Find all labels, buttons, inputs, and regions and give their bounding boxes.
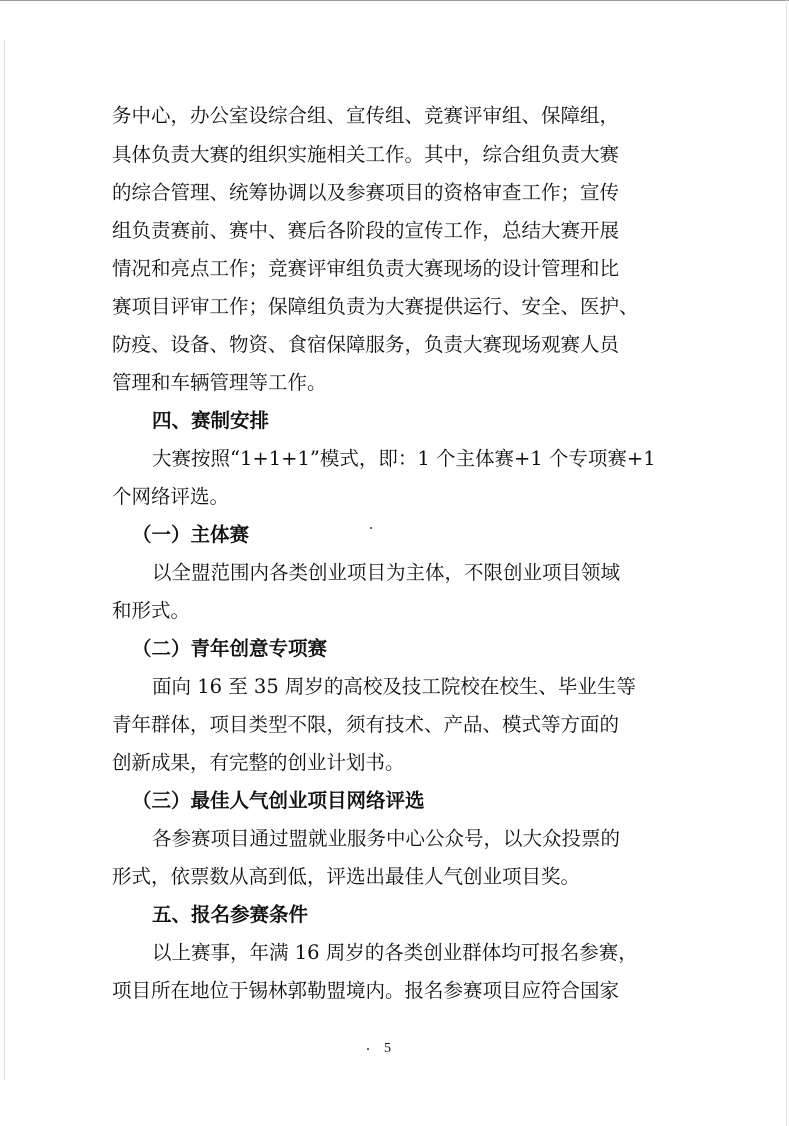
body-line: 大赛按照“1+1+1”模式，即：1 个主体赛+1 个专项赛+1 bbox=[152, 447, 656, 470]
body-line: 各参赛项目通过盟就业服务中心公众号，以大众投票的 bbox=[152, 827, 621, 850]
body-line: 以上赛事，年满 16 周岁的各类创业群体均可报名参赛， bbox=[152, 941, 638, 964]
subsection-heading-3: （三）最佳人气创业项目网络评选 bbox=[132, 789, 425, 812]
body-line: 面向 16 至 35 周岁的高校及技工院校在校生、毕业生等 bbox=[152, 675, 636, 698]
body-line: 青年群体，项目类型不限，须有技术、产品、模式等方面的 bbox=[112, 713, 620, 736]
subsection-heading-2: （二）青年创意专项赛 bbox=[132, 637, 328, 660]
body-line: 务中心，办公室设综合组、宣传组、竞赛评审组、保障组， bbox=[112, 104, 620, 127]
section-heading-5: 五、报名参赛条件 bbox=[152, 903, 309, 926]
body-line: 和形式。 bbox=[112, 599, 191, 622]
section-heading-4: 四、赛制安排 bbox=[152, 409, 270, 432]
body-line: 创新成果，有完整的创业计划书。 bbox=[112, 751, 405, 774]
subsection-heading-1: （一）主体赛 bbox=[132, 523, 250, 546]
body-line: 的综合管理、统筹协调以及参赛项目的资格审查工作；宣传 bbox=[112, 181, 620, 204]
body-line: 以全盟范围内各类创业项目为主体，不限创业项目领域 bbox=[152, 561, 621, 584]
body-line: 个网络评选。 bbox=[112, 485, 230, 508]
page-top-edge bbox=[0, 0, 789, 1]
body-line: 项目所在地位于锡林郭勒盟境内。报名参赛项目应符合国家 bbox=[112, 979, 620, 1002]
page-right-edge bbox=[786, 0, 787, 1126]
scan-speck bbox=[370, 527, 372, 529]
body-line: 具体负责大赛的组织实施相关工作。其中，综合组负责大赛 bbox=[112, 143, 620, 166]
page-number: 5 bbox=[384, 1041, 391, 1056]
body-line: 组负责赛前、赛中、赛后各阶段的宣传工作，总结大赛开展 bbox=[112, 219, 620, 242]
scan-speck bbox=[367, 1048, 369, 1050]
body-line: 赛项目评审工作；保障组负责为大赛提供运行、安全、医护、 bbox=[112, 295, 639, 318]
body-line: 防疫、设备、物资、食宿保障服务，负责大赛现场观赛人员 bbox=[112, 333, 620, 356]
body-line: 情况和亮点工作；竞赛评审组负责大赛现场的设计管理和比 bbox=[112, 257, 620, 280]
body-line: 形式，依票数从高到低，评选出最佳人气创业项目奖。 bbox=[112, 865, 581, 888]
page-left-edge bbox=[4, 40, 5, 1080]
body-line: 管理和车辆管理等工作。 bbox=[112, 371, 327, 394]
